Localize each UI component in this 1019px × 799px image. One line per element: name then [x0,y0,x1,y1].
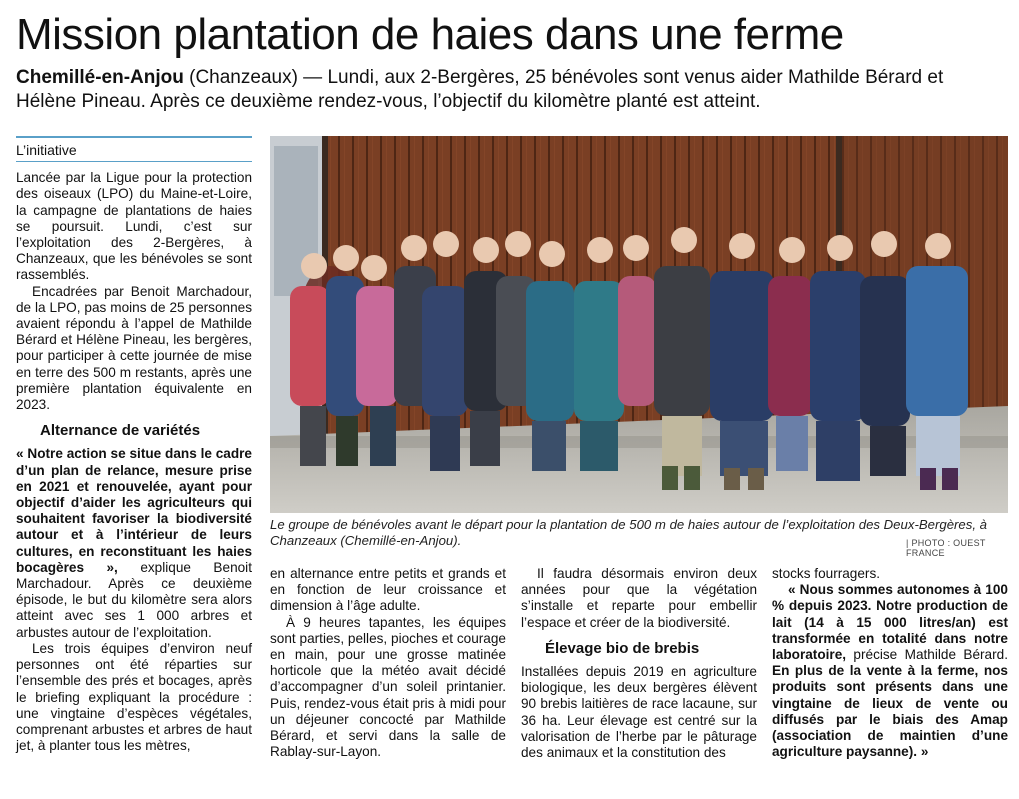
column-2 [270,566,506,760]
column-1 [16,136,252,754]
group-photo [270,136,1008,513]
group-photo-illustration [270,136,1008,513]
headline: Mission plantation de haies dans une ferme [16,10,844,59]
col4-quote-1: « Nous sommes autonomes à 100 % depuis 2023. Notre production de lait (14 à 15 000 litres/an) est transformée en totalité dans notre laboratoire, [772,582,1008,663]
kicker: L’initiative [16,136,252,162]
col3-paragraph-2: Installées depuis 2019 en agriculture biologique, les deux bergères élèvent 90 brebis laitières de race lacaune, sur 36 ha. Leur élevage est centré sur la valorisation de l’herbe par le pâturage des animaux et la constitution des [521,664,757,761]
col4-quote [772,582,1008,760]
col1-paragraph-3: Les trois équipes d’environ neuf personnes ont été réparties sur l’ensemble des prés et bocages, après le briefing expliquant la procédure : une vingtaine d’espèces végétales, comprenant arbustes et arbres de haut jet, à planter tous les mètres, [16,640,252,754]
column-4 [772,566,1008,760]
col1-paragraph-1: Lancée par la Ligue pour la protection des oiseaux (LPO) du Maine-et-Loire, la campagne de plantations de haies se poursuit. Lundi, c’est sur l’exploitation des 2-Bergères, à Chanzeaux, que les bénévoles se sont rassemblés. [16,170,252,283]
lead-paragraph [16,66,1006,114]
column-3 [521,566,757,761]
col1-quote [16,446,252,640]
lead-text: (Chanzeaux) — Lundi, aux 2-Bergères, 25 bénévoles sont venus aider Mathilde Bérard et Hélène Pineau. Après ce deuxième rendez-vous, l’objectif du kilomètre planté est atteint. [16,67,944,112]
col1-quote-text: « Notre action se situe dans le cadre d’un plan de relance, mesure prise en 2021 et renouvelée, ayant pour objectif d’aider les agriculteurs qui souhaitent favoriser la biodiversité autour et à l’intérieur de leurs cultures, en reconstituant les haies bocagères », [16,446,252,575]
subhead-elevage: Élevage bio de brebis [545,639,700,657]
subhead-alternance: Alternance de variétés [40,422,201,440]
col1-quote-tail: explique Benoit Marchadour. Après ce deuxième épisode, le but du kilomètre sera alors atteint avec ses 1 000 arbres et arbustes autour de l’exploitation. [16,559,252,640]
col3-paragraph-1: Il faudra désormais environ deux années pour que la végétation s’installe et reparte pour embellir l’espace et créer de la biodiversité. [521,566,757,630]
col1-paragraph-2: Encadrées par Benoit Marchadour, de la LPO, pas moins de 25 personnes avaient répondu à l’appel de Mathilde Bérard et Hélène Pineau, les bergères, pour participer à cette journée de mise en terre des 500 m restants, après une première plantation équivalente en 2023. [16,283,252,413]
photo-credit: | PHOTO : OUEST FRANCE [906,538,986,558]
col4-quote-1-tail: précise Mathilde Bérard. [846,647,1008,663]
lead-place: Chemillé-en-Anjou [16,67,184,88]
col2-paragraph-2: À 9 heures tapantes, les équipes sont parties, pelles, pioches et courage en main, pour une grosse matinée horticole que la météo avait décidé d’accompagner d’un soleil printanier. Puis, rendez-vous était pris à midi pour un déjeuner concocté par Mathilde Bérard, et servi dans la salle de Rablay-sur-Layon. [270,614,506,760]
photo-caption: Le groupe de bénévoles avant le départ pour la plantation de 500 m de haies autour de l’exploitation des Deux-Bergères, à Chanzeaux (Chemillé-en-Anjou). [270,517,988,548]
col2-paragraph-1: en alternance entre petits et grands et en fonction de leur croissance et dimension à l’âge adulte. [270,566,506,614]
col4-paragraph-1: stocks fourragers. [772,566,881,581]
col4-quote-2: En plus de la vente à la ferme, nos produits sont présents dans une vingtaine de lieux de vente ou diffusés par le biais des Amap (association de maintien d’une agriculture paysanne). » [772,663,1008,760]
